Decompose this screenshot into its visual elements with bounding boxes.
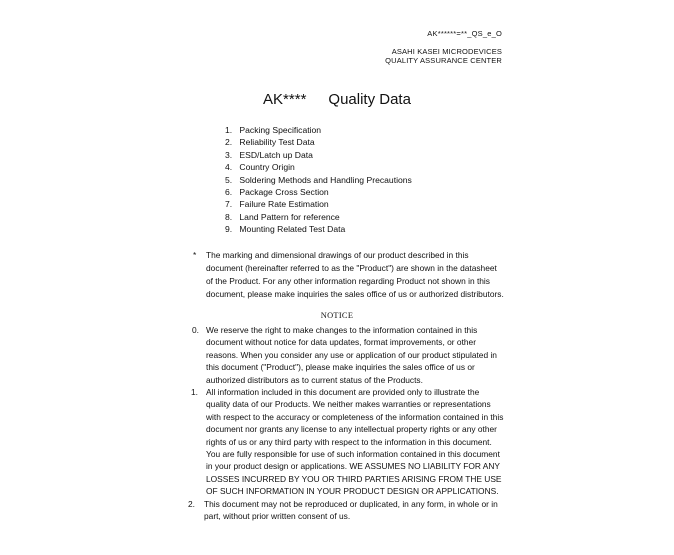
contents-item: [225, 149, 412, 161]
notice-line: You are fully responsible for use of such information contained in this document: [206, 449, 500, 460]
contents-item: [225, 186, 412, 198]
contents-item-number: 6.: [225, 187, 233, 198]
contents-item: [225, 124, 412, 136]
notice-heading: NOTICE: [320, 311, 354, 320]
notice-item-number: 2.: [188, 498, 195, 509]
note-line: The marking and dimensional drawings of our product described in this: [206, 250, 469, 260]
notice-line: rights of us or any third party with respect to the information in this document.: [206, 436, 492, 447]
contents-item-number: 1.: [225, 125, 233, 135]
notice-item: [182, 324, 503, 386]
title-text: Quality Data: [328, 91, 411, 108]
notice-line: document without notice for data updates, format improvements, or other: [206, 337, 476, 348]
contents-item-number: 5.: [225, 174, 233, 185]
contents-item: [225, 198, 412, 210]
contents-item-number: 9.: [225, 224, 233, 235]
notice-line: LOSSES INCURRED BY YOU OR THIRD PARTIES ARISING FROM THE USE: [206, 473, 502, 484]
notice-line: with respect to the accuracy or completeness of the information contained in this: [206, 411, 504, 422]
notice-item: [182, 386, 503, 498]
asterisk-mark: *: [193, 250, 197, 260]
note-line: of the Product. For any other information regarding Product not shown in this: [206, 276, 490, 286]
contents-item-number: 8.: [225, 211, 233, 222]
contents-item-number: 7.: [225, 199, 233, 210]
document-code: AK******=**_QS_e_O: [427, 29, 502, 38]
department-name: QUALITY ASSURANCE CENTER: [385, 56, 502, 65]
notice-item-number: 1.: [191, 387, 198, 398]
notice-line: document nor grants any license to any intellectual property rights or any other: [206, 424, 497, 435]
datasheet-note: [193, 249, 504, 301]
contents-item-number: 4.: [225, 162, 233, 173]
contents-item-label: Soldering Methods and Handling Precautions: [239, 174, 412, 185]
company-name: ASAHI KASEI MICRODEVICES: [391, 47, 502, 56]
contents-list: [225, 124, 412, 236]
notice-line: part, without prior written consent of us.: [204, 511, 351, 522]
notice-line: quality data of our Products. We neither makes warranties or representations: [206, 399, 491, 410]
note-line: document, please make inquiries the sales office of us or authorized distributors.: [206, 289, 504, 299]
contents-item-label: Land Pattern for reference: [239, 211, 340, 222]
notice-line: We reserve the right to make changes to the information contained in this: [206, 325, 478, 335]
notice-line: in your product design or applications. WE ASSUMES NO LIABILITY FOR ANY: [206, 461, 501, 472]
contents-item-label: Packing Specification: [239, 125, 322, 135]
contents-item-label: Country Origin: [239, 162, 295, 173]
notice-line: This document may not be reproduced or duplicated, in any form, in whole or in: [204, 498, 498, 509]
title-part-number: AK****: [263, 91, 307, 108]
notice-item-number: 0.: [192, 325, 199, 335]
page-title: [0, 91, 674, 108]
notice-line: All information included in this document are provided only to illustrate the: [206, 387, 480, 398]
contents-item-number: 3.: [225, 149, 233, 160]
contents-item: [225, 174, 412, 186]
notice-line: authorized distributors as to current status of the Products.: [206, 374, 423, 385]
contents-item-label: Package Cross Section: [239, 187, 329, 198]
contents-item-number: 2.: [225, 137, 233, 148]
notice-list: [182, 324, 503, 523]
contents-item: [225, 223, 412, 235]
contents-item-label: Failure Rate Estimation: [239, 199, 329, 210]
notice-item: [182, 498, 503, 523]
contents-item-label: Reliability Test Data: [239, 137, 315, 148]
contents-item-label: Mounting Related Test Data: [239, 224, 346, 235]
contents-item: [225, 211, 412, 223]
note-line: document (hereinafter referred to as the "Product") are shown in the datasheet: [206, 263, 497, 273]
contents-item-label: ESD/Latch up Data: [239, 149, 313, 160]
contents-item: [225, 136, 412, 148]
company-block: [385, 47, 502, 65]
notice-line: OF SUCH INFORMATION IN YOUR PRODUCT DESIGN OR APPLICATIONS.: [206, 486, 499, 497]
notice-line: this document ("Product"), please make inquiries the sales office of us or: [206, 362, 475, 373]
contents-item: [225, 161, 412, 173]
notice-line: reasons. When you consider any use or application of our product stipulated in: [206, 349, 497, 360]
